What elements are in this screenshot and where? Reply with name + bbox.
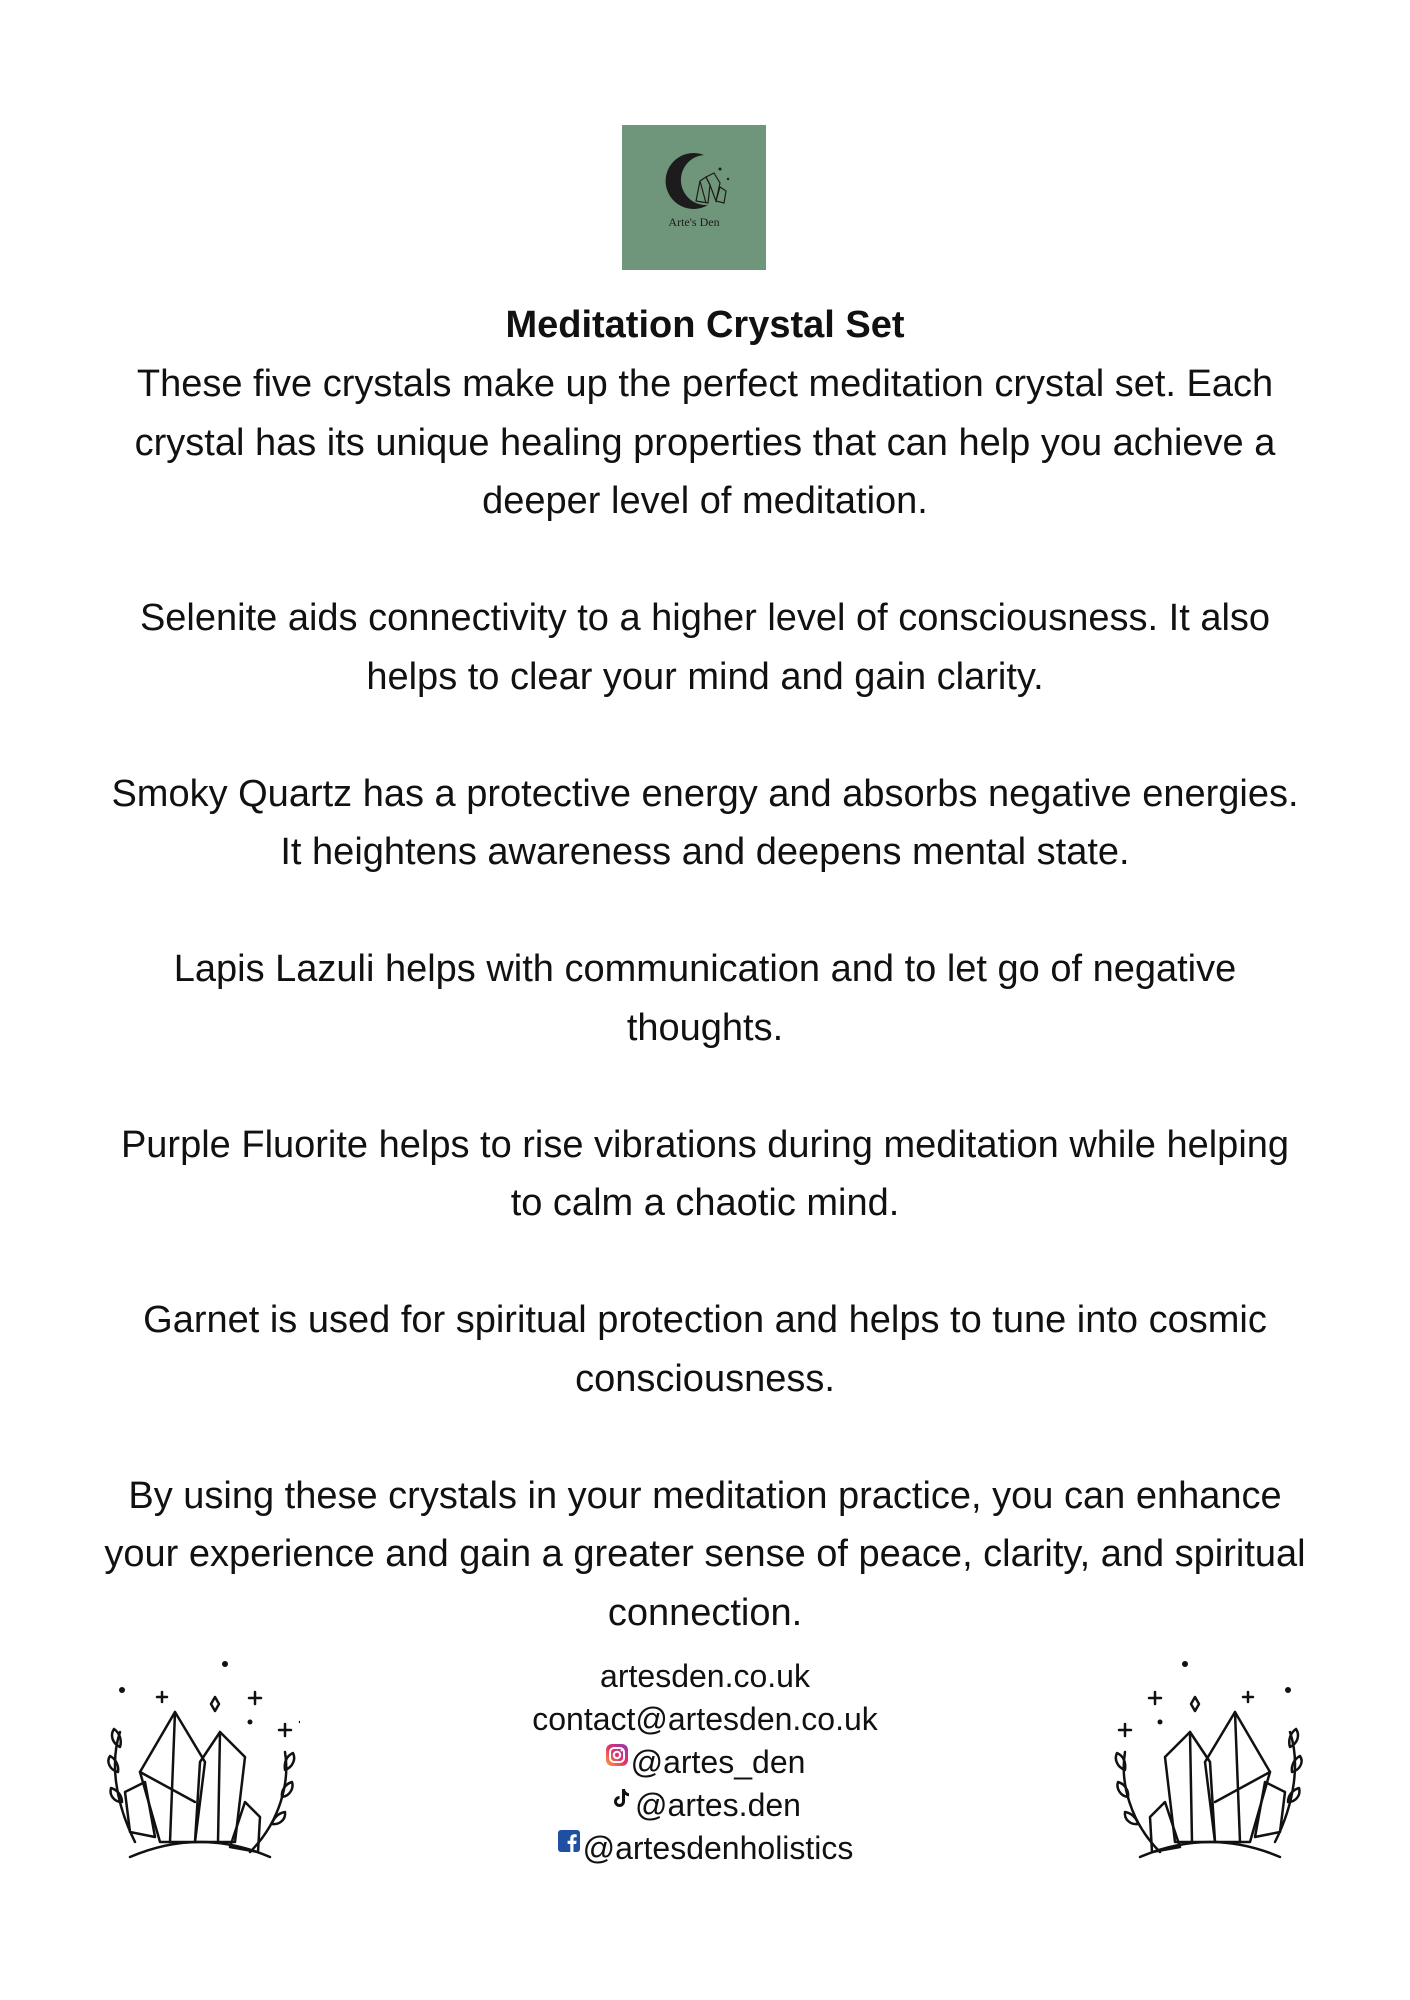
crystal-cluster-illustration-right [1110,1652,1310,1872]
crystal-cluster-illustration-left [100,1652,300,1872]
moon-crystal-icon [622,125,766,270]
description-body [100,355,1310,1642]
purple-fluorite-paragraph: Purple Fluorite helps to rise vibrations during meditation while helping to calm a chaotic mind. [120,1123,1290,1224]
tiktok-row[interactable] [405,1784,1005,1827]
garnet-paragraph: Garnet is used for spiritual protection and helps to tune into cosmic consciousness. [143,1299,1267,1400]
facebook-handle: @artesdenholistics [582,1830,854,1866]
brand-logo [622,125,766,270]
instagram-row[interactable] [405,1741,1005,1784]
contact-block [405,1655,1005,1870]
instagram-icon [605,1743,629,1767]
selenite-paragraph: Selenite aids connectivity to a higher level of consciousness. It also helps to clear your mind and gain clarity. [139,597,1271,698]
email-link[interactable]: contact@artesden.co.uk [532,1701,878,1737]
logo-brand-text: Arte's Den [668,215,720,229]
page-title: Meditation Crystal Set [505,304,905,346]
tiktok-icon [609,1786,633,1810]
website-link[interactable]: artesden.co.uk [600,1658,810,1694]
tiktok-handle: @artes.den [635,1787,801,1823]
facebook-icon [557,1829,581,1853]
smoky-quartz-paragraph: Smoky Quartz has a protective energy and absorbs negative energies. It heightens awareness and deepens mental state. [111,772,1299,873]
facebook-row[interactable] [405,1827,1005,1870]
intro-paragraph: These five crystals make up the perfect meditation crystal set. Each crystal has its unique healing properties that can help you achieve a deeper level of meditation. [134,363,1276,522]
closing-paragraph: By using these crystals in your meditation practice, you can enhance your experience and gain a greater sense of peace, clarity, and spiritual connection. [104,1474,1306,1634]
instagram-handle: @artes_den [630,1744,806,1780]
lapis-lazuli-paragraph: Lapis Lazuli helps with communication and to let go of negative thoughts. [173,948,1237,1049]
